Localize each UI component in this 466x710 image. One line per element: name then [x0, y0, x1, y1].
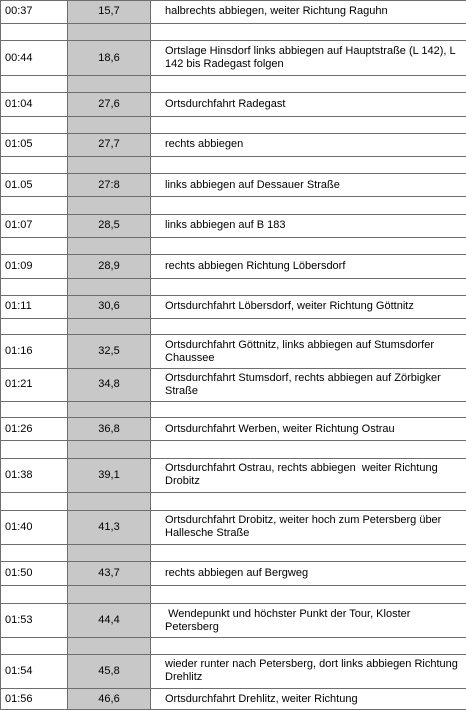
- spacer-row: [1, 544, 466, 562]
- km-text: 36,8: [98, 422, 120, 435]
- time-text: 01:11: [5, 300, 32, 313]
- empty-cell: [151, 492, 466, 510]
- instruction-cell: [151, 41, 466, 75]
- instruction-cell: [151, 174, 466, 197]
- table-row: [1, 654, 466, 688]
- km-cell: [68, 214, 151, 237]
- spacer-row: [1, 23, 466, 41]
- empty-cell: [151, 197, 466, 215]
- km-cell: [68, 654, 151, 688]
- instruction-text: Ortsdurchfahrt Löbersdorf, weiter Richtung Göttnitz: [165, 300, 414, 313]
- time-text: 01:38: [5, 468, 33, 481]
- km-cell: [68, 689, 151, 710]
- instruction-cell: [151, 369, 466, 401]
- time-text: 00:44: [5, 51, 33, 64]
- empty-cell: [68, 401, 151, 418]
- spacer-row: [1, 638, 466, 655]
- time-cell: [1, 255, 68, 279]
- empty-cell: [151, 440, 466, 458]
- km-cell: [68, 1, 151, 24]
- instruction-cell: [151, 603, 466, 637]
- empty-cell: [151, 156, 466, 174]
- table-row: [1, 562, 466, 586]
- table-row: [1, 603, 466, 637]
- time-cell: [1, 369, 68, 401]
- time-cell: [1, 295, 68, 318]
- instruction-cell: [151, 510, 466, 544]
- time-cell: [1, 1, 68, 24]
- km-cell: [68, 41, 151, 75]
- km-text: 30,6: [98, 300, 120, 313]
- empty-cell: [68, 586, 151, 604]
- route-table-body: [1, 1, 466, 710]
- empty-cell: [151, 75, 466, 93]
- empty-cell: [68, 75, 151, 93]
- spacer-row: [1, 197, 466, 215]
- empty-cell: [1, 440, 68, 458]
- empty-cell: [68, 318, 151, 335]
- km-text: 43,7: [98, 567, 120, 580]
- spacer-row: [1, 75, 466, 93]
- km-text: 15,7: [98, 5, 120, 18]
- instruction-text: Ortsdurchfahrt Ostrau, rechts abbiegen weiter Richtung Drobitz: [165, 462, 441, 488]
- time-cell: [1, 562, 68, 586]
- empty-cell: [1, 117, 68, 134]
- km-cell: [68, 255, 151, 279]
- table-row: [1, 369, 466, 401]
- km-text: 41,3: [98, 520, 120, 533]
- empty-cell: [1, 318, 68, 335]
- instruction-cell: [151, 418, 466, 441]
- instruction-text: Wendepunkt und höchster Punkt der Tour, Kloster Petersberg: [165, 607, 414, 633]
- spacer-row: [1, 156, 466, 174]
- spacer-row: [1, 586, 466, 604]
- empty-cell: [1, 492, 68, 510]
- km-text: 27,7: [98, 138, 120, 151]
- spacer-row: [1, 318, 466, 335]
- instruction-cell: [151, 562, 466, 586]
- time-text: 01:16: [5, 345, 33, 358]
- empty-cell: [151, 237, 466, 255]
- empty-cell: [1, 586, 68, 604]
- instruction-text: halbrechts abbiegen, weiter Richtung Raguhn: [165, 5, 388, 18]
- km-cell: [68, 133, 151, 156]
- table-row: [1, 295, 466, 318]
- spacer-row: [1, 440, 466, 458]
- instruction-text: rechts abbiegen: [165, 138, 244, 151]
- km-text: 39,1: [98, 468, 120, 481]
- instruction-cell: [151, 654, 466, 688]
- instruction-cell: [151, 255, 466, 279]
- km-cell: [68, 562, 151, 586]
- time-text: 01:09: [5, 260, 33, 273]
- empty-cell: [151, 544, 466, 562]
- km-text: 27:8: [98, 178, 120, 191]
- time-text: 01:56: [5, 692, 33, 705]
- table-row: [1, 335, 466, 369]
- instruction-cell: [151, 214, 466, 237]
- time-cell: [1, 335, 68, 369]
- time-cell: [1, 603, 68, 637]
- empty-cell: [68, 492, 151, 510]
- km-text: 32,5: [98, 345, 120, 358]
- instruction-text: Ortsdurchfahrt Drehlitz, weiter Richtung: [165, 692, 358, 705]
- km-text: 45,8: [98, 664, 120, 677]
- table-row: [1, 174, 466, 197]
- km-text: 44,4: [98, 614, 120, 627]
- empty-cell: [68, 156, 151, 174]
- km-cell: [68, 418, 151, 441]
- km-cell: [68, 603, 151, 637]
- spacer-row: [1, 279, 466, 296]
- km-text: 27,6: [98, 98, 120, 111]
- instruction-text: rechts abbiegen auf Bergweg: [165, 567, 309, 580]
- km-cell: [68, 458, 151, 492]
- time-text: 01:07: [5, 219, 33, 232]
- time-cell: [1, 418, 68, 441]
- instruction-text: links abbiegen auf B 183: [165, 219, 286, 232]
- spacer-row: [1, 237, 466, 255]
- km-cell: [68, 369, 151, 401]
- km-text: 28,9: [98, 260, 120, 273]
- empty-cell: [1, 544, 68, 562]
- table-row: [1, 214, 466, 237]
- empty-cell: [68, 544, 151, 562]
- time-text: 01:50: [5, 567, 33, 580]
- table-row: [1, 133, 466, 156]
- empty-cell: [68, 638, 151, 655]
- time-text: 01:21: [5, 378, 33, 391]
- table-row: [1, 93, 466, 117]
- empty-cell: [1, 638, 68, 655]
- km-cell: [68, 335, 151, 369]
- time-cell: [1, 510, 68, 544]
- time-cell: [1, 93, 68, 117]
- empty-cell: [68, 440, 151, 458]
- km-text: 34,8: [98, 378, 120, 391]
- km-cell: [68, 295, 151, 318]
- instruction-text: rechts abbiegen Richtung Löbersdorf: [165, 260, 346, 273]
- time-text: 01:04: [5, 98, 33, 111]
- empty-cell: [1, 75, 68, 93]
- time-cell: [1, 689, 68, 710]
- table-row: [1, 689, 466, 710]
- km-cell: [68, 510, 151, 544]
- instruction-text: links abbiegen auf Dessauer Straße: [165, 178, 340, 191]
- km-text: 46,6: [98, 692, 120, 705]
- instruction-cell: [151, 689, 466, 710]
- km-text: 28,5: [98, 219, 120, 232]
- time-text: 01:40: [5, 520, 33, 533]
- table-row: [1, 1, 466, 24]
- table-row: [1, 255, 466, 279]
- km-text: 18,6: [98, 51, 120, 64]
- instruction-cell: [151, 1, 466, 24]
- time-text: 00:37: [5, 5, 33, 18]
- time-cell: [1, 41, 68, 75]
- empty-cell: [68, 237, 151, 255]
- time-cell: [1, 214, 68, 237]
- empty-cell: [1, 279, 68, 296]
- km-cell: [68, 174, 151, 197]
- instruction-text: wieder runter nach Petersberg, dort links abbiegen Richtung Drehlitz: [165, 658, 461, 684]
- empty-cell: [68, 279, 151, 296]
- empty-cell: [1, 156, 68, 174]
- time-text: 01:54: [5, 664, 33, 677]
- time-cell: [1, 654, 68, 688]
- empty-cell: [151, 279, 466, 296]
- instruction-cell: [151, 133, 466, 156]
- time-cell: [1, 174, 68, 197]
- time-text: 01:53: [5, 614, 33, 627]
- time-cell: [1, 458, 68, 492]
- empty-cell: [1, 197, 68, 215]
- spacer-row: [1, 117, 466, 134]
- instruction-cell: [151, 295, 466, 318]
- empty-cell: [68, 23, 151, 41]
- empty-cell: [1, 23, 68, 41]
- km-cell: [68, 93, 151, 117]
- table-row: [1, 458, 466, 492]
- instruction-text: Ortslage Hinsdorf links abbiegen auf Hauptstraße (L 142), L 142 bis Radegast folgen: [165, 45, 459, 71]
- empty-cell: [151, 638, 466, 655]
- time-text: 01:05: [5, 138, 33, 151]
- empty-cell: [151, 401, 466, 418]
- instruction-text: Ortsdurchfahrt Göttnitz, links abbiegen auf Stumsdorfer Chaussee: [165, 338, 438, 364]
- instruction-text: Ortsdurchfahrt Radegast: [165, 98, 286, 111]
- spacer-row: [1, 492, 466, 510]
- time-text: 01.05: [5, 178, 33, 191]
- empty-cell: [151, 117, 466, 134]
- instruction-text: Ortsdurchfahrt Drobitz, weiter hoch zum Petersberg über Hallesche Straße: [165, 514, 445, 540]
- empty-cell: [151, 318, 466, 335]
- empty-cell: [1, 401, 68, 418]
- table-row: [1, 510, 466, 544]
- empty-cell: [151, 586, 466, 604]
- instruction-text: Ortsdurchfahrt Werben, weiter Richtung Ostrau: [165, 422, 395, 435]
- empty-cell: [68, 197, 151, 215]
- instruction-cell: [151, 458, 466, 492]
- empty-cell: [1, 237, 68, 255]
- spacer-row: [1, 401, 466, 418]
- instruction-cell: [151, 93, 466, 117]
- empty-cell: [151, 23, 466, 41]
- instruction-text: Ortsdurchfahrt Stumsdorf, rechts abbiegen auf Zörbigker Straße: [165, 371, 444, 397]
- time-text: 01:26: [5, 422, 33, 435]
- empty-cell: [68, 117, 151, 134]
- instruction-cell: [151, 335, 466, 369]
- time-cell: [1, 133, 68, 156]
- table-row: [1, 41, 466, 75]
- table-row: [1, 418, 466, 441]
